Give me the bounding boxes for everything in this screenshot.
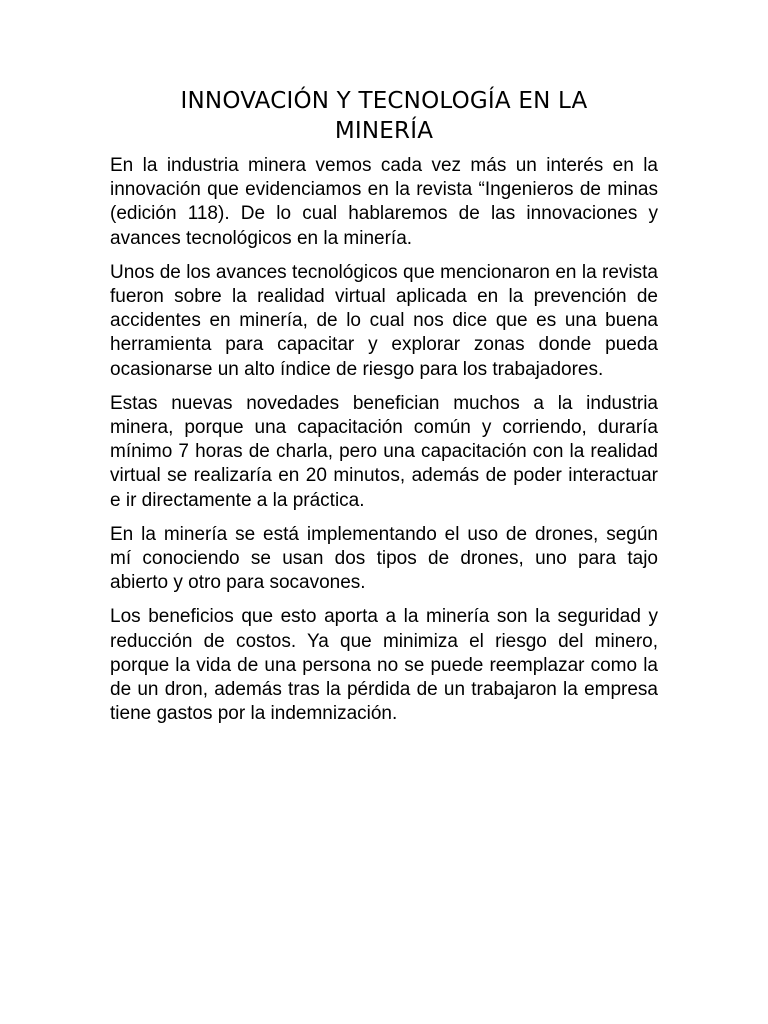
paragraph-drones: En la minería se está implementando el uso de drones, según mí conociendo se usan dos tipos de drones, uno para tajo abierto y otro para socavones. xyxy=(110,523,658,594)
paragraph-intro: En la industria minera vemos cada vez más un interés en la innovación que evidenciamos en la revista “Ingenieros de minas (edición 118). De lo cual hablaremos de las innovaciones y avances tecnológicos en la minería. xyxy=(110,155,658,249)
paragraph-virtual-reality: Unos de los avances tecnológicos que mencionaron en la revista fueron sobre la realidad virtual aplicada en la prevención de accidentes en minería, de lo cual nos dice que es una buena herramienta para capacitar y explorar zonas donde pueda ocasionarse un alto índice de riesgo para los trabajadores. xyxy=(110,261,658,380)
document-page xyxy=(110,86,658,736)
paragraph-benefits-training: Estas nuevas novedades benefician muchos a la industria minera, porque una capacitación común y corriendo, duraría mínimo 7 horas de charla, pero una capacitación con la realidad virtual se realizaría en 20 minutos, además de poder interactuar e ir directamente a la práctica. xyxy=(110,392,658,511)
document-title: INNOVACIÓN Y TECNOLOGÍA EN LA MINERÍA xyxy=(180,88,588,144)
paragraph-benefits-safety: Los beneficios que esto aporta a la minería son la seguridad y reducción de costos. Ya que minimiza el riesgo del minero, porque la vida de una persona no se puede reemplazar como la de un dron, además tras la pérdida de un trabajaron la empresa tiene gastos por la indemnización. xyxy=(110,606,658,725)
